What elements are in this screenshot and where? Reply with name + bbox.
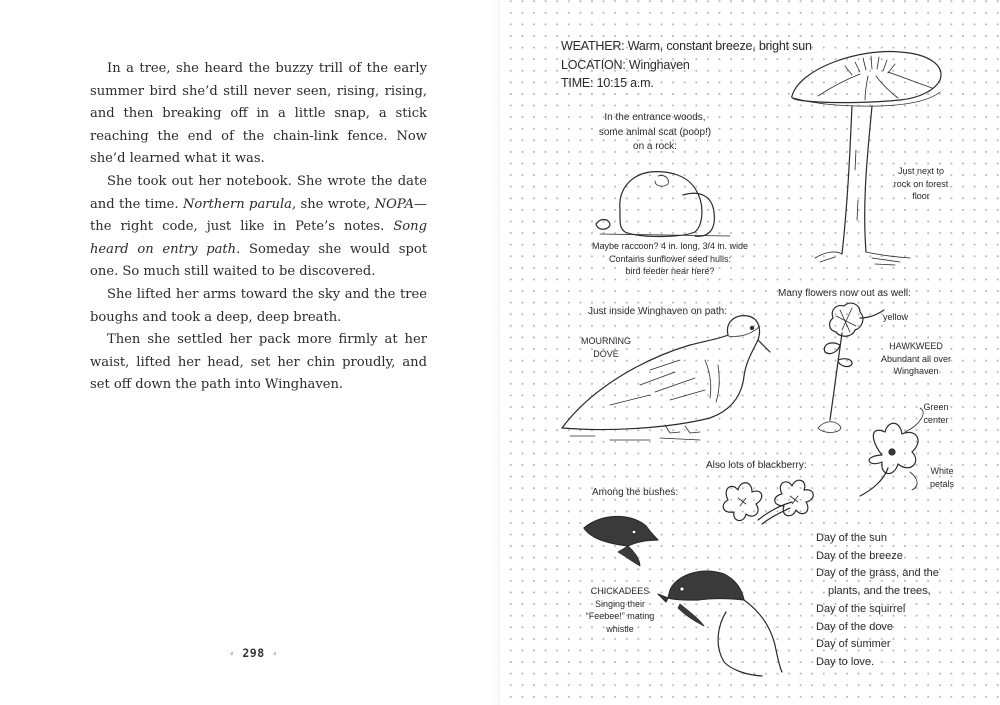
white-petals-note	[920, 465, 964, 490]
note-line: “Feebee!” mating	[585, 611, 655, 621]
text-run: Then she settled her pack more firmly at her waist, lifted her head, set her chin proudly, and set off down the path into Winghaven.	[90, 332, 427, 393]
mushroom-sketch	[792, 51, 941, 265]
paragraph	[90, 171, 427, 284]
note-line: MOURNING	[581, 336, 631, 346]
poem-line: Day of the squirrel	[816, 602, 906, 615]
paragraph	[90, 329, 427, 397]
dove-intro: Just inside Winghaven on path:	[588, 306, 727, 317]
text-run: . Someday she would spot one. So much still waited to be discovered.	[90, 241, 428, 280]
italic-run: Northern parula,	[182, 196, 297, 212]
page-number	[229, 646, 278, 660]
rock-sketch	[596, 172, 730, 237]
note-line: In the entrance woods,	[604, 112, 706, 123]
blackberry-sketch	[723, 480, 813, 524]
text-run: —the right code, just like in Pete’s notes.	[90, 196, 428, 235]
dove-label	[574, 335, 638, 360]
note-line: Winghaven	[893, 366, 939, 376]
folio-ornament-left: ⸗	[229, 649, 235, 659]
text-run: She took out her notebook. She wrote the date and the time.	[90, 173, 427, 212]
note-line: Green	[923, 402, 949, 412]
scat-notes	[572, 240, 768, 278]
italic-run: NOPA	[374, 196, 414, 212]
note-line: Maybe raccoon? 4 in. long, 3/4 in. wide	[591, 241, 749, 251]
note-line: whistle	[606, 623, 634, 634]
text-run: she wrote,	[296, 196, 375, 212]
scat-intro-note	[580, 111, 730, 155]
poem	[816, 530, 939, 672]
chickadee-note	[576, 585, 664, 635]
note-line: Singing their	[594, 598, 646, 609]
note-line: DOVE	[593, 348, 619, 359]
note-line: center	[923, 414, 949, 425]
folio-ornament-right: ⸗	[272, 649, 278, 659]
text-run: She lifted her arms toward the sky and the tree boughs and took a deep, deep breath.	[90, 286, 427, 325]
poem-line: Day of the breeze	[816, 549, 903, 562]
page-number-value: 298	[242, 646, 265, 660]
chickadee-label: CHICKADEES	[590, 586, 650, 596]
notebook-header	[561, 37, 812, 93]
poem-line: Day of summer	[816, 638, 891, 651]
text-run: In a tree, she heard the buzzy trill of the early summer bird she’d still never seen, rising, rising, and then breaking off in a little snap, a stick reaching the end of the chain-link fence. Now she’d learned what it was.	[90, 61, 427, 167]
weather-line: WEATHER: Warm, constant breeze, bright sun	[561, 39, 812, 53]
note-line: on a rock:	[633, 141, 677, 152]
chickadee-sketch	[658, 571, 782, 676]
mushroom-note	[878, 165, 964, 203]
prose-text	[90, 58, 427, 397]
blackberry-intro: Also lots of blackberry:	[706, 460, 807, 471]
note-line: rock on forest	[893, 178, 949, 189]
note-line: bird feeder near here?	[625, 266, 715, 276]
note-line: White	[930, 466, 954, 476]
time-line: TIME: 10:15 a.m.	[561, 76, 654, 90]
note-line: floor	[912, 191, 930, 201]
note-line: some animal scat (poop!)	[598, 126, 712, 138]
poem-line: plants, and the trees,	[828, 585, 931, 598]
poem-line: Day of the dove	[816, 620, 894, 633]
hawkweed-note	[866, 340, 966, 378]
hawkweed-color-note: yellow	[883, 312, 909, 322]
hawkweed-label: HAWKWEED	[889, 341, 943, 351]
note-line: Contains sunflower seed hulls:	[608, 253, 732, 264]
paragraph	[90, 284, 427, 329]
poem-line: Day of the grass, and the	[816, 567, 939, 580]
green-center-note	[914, 401, 958, 426]
flowers-intro: Many flowers now out as well:	[778, 288, 911, 299]
poem-line: Day of the sun	[816, 532, 887, 544]
location-line: LOCATION: Winghaven	[561, 57, 690, 72]
chickadee-head-sketch	[584, 516, 658, 566]
note-line: petals	[929, 478, 955, 489]
italic-run: Song heard on entry path	[90, 219, 427, 257]
note-line: Just next to	[897, 166, 945, 176]
note-line: Abundant all over	[880, 353, 952, 364]
bushes-intro: Among the bushes:	[592, 487, 679, 498]
poem-line: Day to love.	[816, 655, 875, 668]
paragraph	[90, 58, 427, 171]
